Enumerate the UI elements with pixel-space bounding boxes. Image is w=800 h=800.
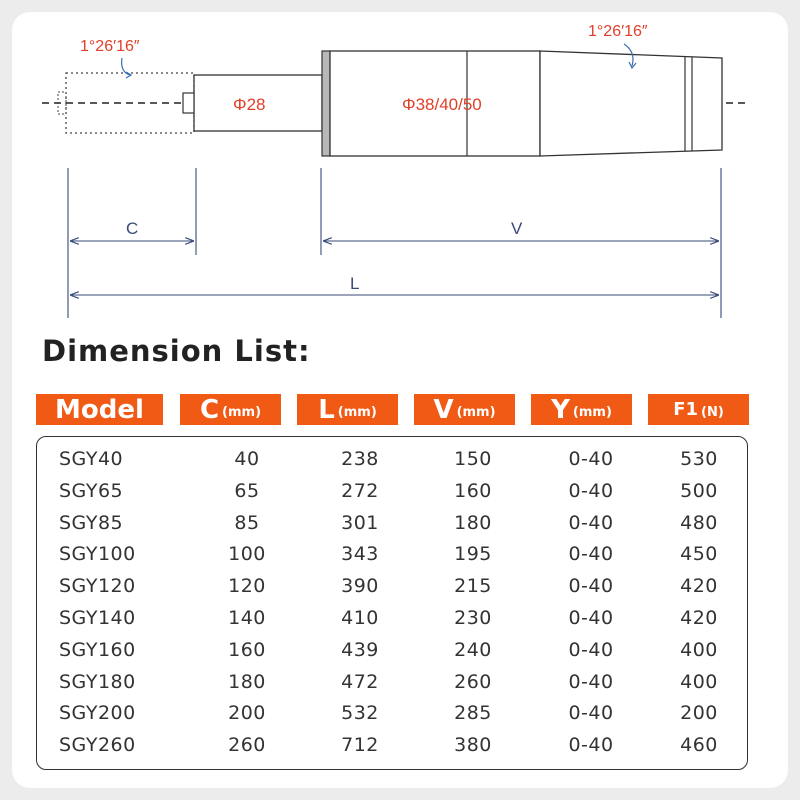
header-v [414, 394, 515, 425]
header-label: Model [55, 394, 144, 425]
cell-y: 0-40 [568, 575, 614, 598]
diameter-small-label: Φ28 [233, 95, 266, 114]
cell-f1: 480 [680, 511, 718, 534]
cell-model: SGY260 [59, 734, 136, 757]
cell-l: 410 [341, 607, 379, 629]
cell-l: 390 [341, 575, 379, 598]
cell-v: 195 [454, 543, 492, 566]
body-collar [322, 51, 330, 156]
diameter-large-label: Φ38/40/50 [402, 95, 482, 114]
angle-label-right: 1°26′16″ [588, 23, 648, 40]
cell-c: 40 [234, 448, 260, 470]
header-model [36, 394, 163, 425]
header-l [297, 394, 398, 425]
cell-f1: 460 [680, 734, 718, 757]
cell-model: SGY40 [59, 448, 124, 470]
cell-c: 180 [228, 670, 266, 693]
cell-f1: 400 [680, 638, 718, 661]
table-row [37, 671, 747, 697]
dim-label-c: C [126, 219, 139, 238]
cell-l: 301 [341, 511, 379, 534]
cell-y: 0-40 [568, 734, 614, 757]
table-row [37, 734, 747, 760]
cell-y: 0-40 [568, 607, 614, 629]
cell-c: 260 [228, 734, 266, 757]
header-label: C [199, 394, 220, 425]
header-label: Y [551, 394, 570, 425]
table-row [37, 575, 747, 601]
angle-label-left: 1°26′16″ [80, 38, 140, 55]
header-unit: (mm) [572, 405, 612, 420]
cell-c: 120 [228, 575, 266, 598]
cell-l: 238 [341, 448, 379, 470]
section-title: Dimension List: [42, 334, 311, 368]
cell-f1: 420 [680, 607, 718, 629]
header-unit: (mm) [337, 405, 377, 420]
cell-v: 285 [454, 702, 492, 725]
cell-v: 240 [454, 638, 492, 661]
header-unit: (N) [701, 405, 724, 420]
header-unit: (mm) [456, 405, 496, 420]
header-unit: (mm) [222, 405, 262, 420]
cell-l: 343 [341, 543, 379, 566]
table-row [37, 639, 747, 665]
cell-f1: 500 [680, 479, 718, 502]
cell-f1: 200 [680, 702, 718, 725]
cell-l: 712 [341, 734, 379, 757]
table-row [37, 480, 747, 506]
cell-c: 160 [228, 638, 266, 661]
cell-y: 0-40 [568, 511, 614, 534]
cell-c: 100 [228, 543, 266, 566]
cell-y: 0-40 [568, 702, 614, 725]
cell-model: SGY120 [59, 575, 136, 598]
header-y [531, 394, 632, 425]
table-row [37, 702, 747, 728]
cell-v: 160 [454, 479, 492, 502]
header-f1 [648, 394, 749, 425]
cell-y: 0-40 [568, 479, 614, 502]
header-label: V [433, 394, 454, 425]
cell-y: 0-40 [568, 543, 614, 566]
cell-model: SGY140 [59, 607, 136, 629]
cell-l: 472 [341, 670, 379, 693]
cell-c: 200 [228, 702, 266, 725]
cell-model: SGY180 [59, 670, 136, 693]
cell-y: 0-40 [568, 670, 614, 693]
cell-model: SGY160 [59, 638, 136, 661]
cell-y: 0-40 [568, 638, 614, 661]
table-row [37, 607, 747, 633]
cylinder-diagram [0, 0, 800, 330]
cell-v: 380 [454, 734, 492, 757]
cell-v: 215 [454, 575, 492, 598]
header-c [180, 394, 281, 425]
header-label: L [318, 394, 335, 425]
dim-label-l: L [350, 274, 360, 293]
table-row [37, 512, 747, 538]
cell-model: SGY85 [59, 511, 124, 534]
cell-f1: 530 [680, 448, 718, 470]
cell-v: 180 [454, 511, 492, 534]
cell-y: 0-40 [568, 448, 614, 470]
cell-model: SGY100 [59, 543, 136, 566]
cell-v: 150 [454, 448, 492, 470]
table-row [37, 448, 747, 474]
cell-c: 85 [234, 511, 260, 534]
rod-tip [183, 93, 194, 113]
cell-f1: 450 [680, 543, 718, 566]
cell-c: 65 [234, 479, 260, 502]
cell-c: 140 [228, 607, 266, 629]
cell-f1: 400 [680, 670, 718, 693]
dim-label-v: V [511, 219, 523, 238]
cell-model: SGY65 [59, 479, 124, 502]
cell-l: 272 [341, 479, 379, 502]
cell-v: 260 [454, 670, 492, 693]
cell-l: 532 [341, 702, 379, 725]
dimension-table [36, 436, 748, 770]
cell-l: 439 [341, 638, 379, 661]
cell-f1: 420 [680, 575, 718, 598]
header-label: F1 [673, 399, 699, 420]
cell-v: 230 [454, 607, 492, 629]
table-row [37, 543, 747, 569]
cell-model: SGY200 [59, 702, 136, 725]
